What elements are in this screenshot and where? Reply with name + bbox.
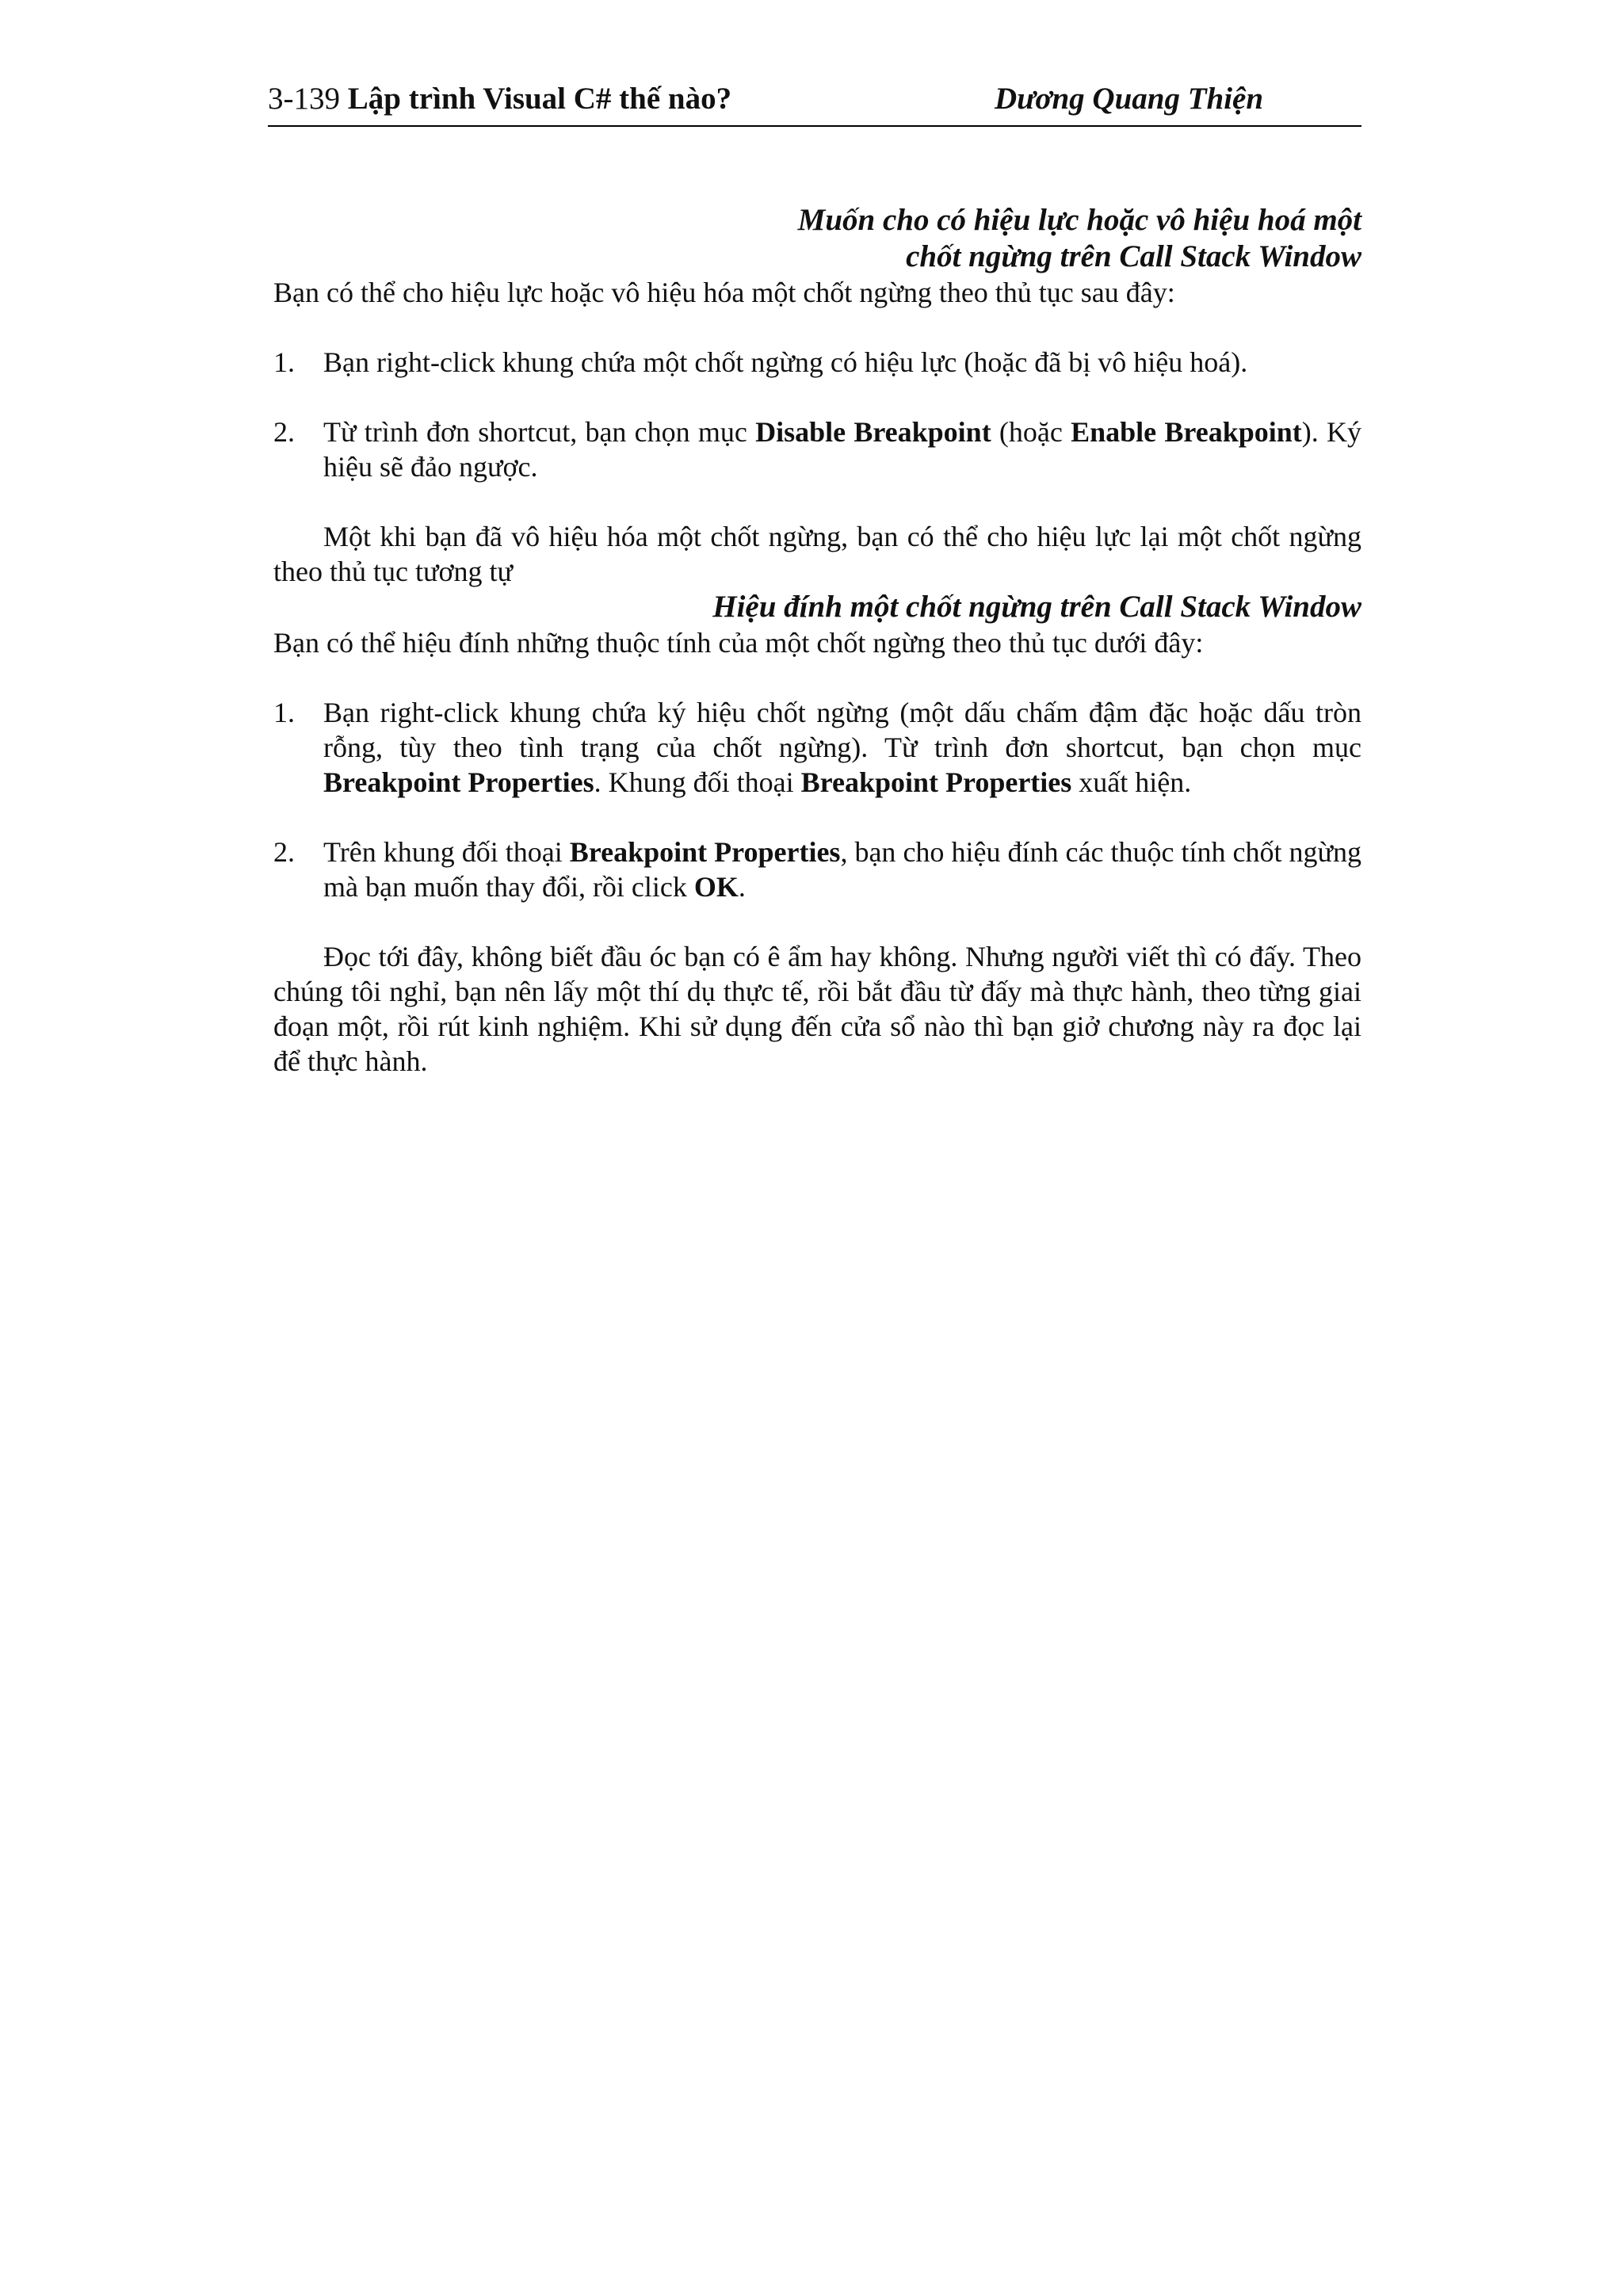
list-item xyxy=(273,835,1361,904)
button-name: OK xyxy=(693,871,739,903)
step-list xyxy=(273,345,1361,484)
step-text: Bạn right-click khung chứa ký hiệu chốt ngừng (một dấu chấm đậm đặc hoặc dấu tròn rỗng, tùy theo tình trạng của chốt ngừng). Từ trình đơn shortcut, bạn chọn mục xyxy=(323,697,1361,763)
step-text: Từ trình đơn shortcut, bạn chọn mục xyxy=(323,416,756,448)
menu-command-name: Disable Breakpoint xyxy=(755,416,991,448)
step-number: 2. xyxy=(273,416,295,448)
closing-paragraph: Một khi bạn đã vô hiệu hóa một chốt ngừng, bạn có thể cho hiệu lực lại một chốt ngừng theo thủ tục tương tự xyxy=(273,521,1361,587)
heading-line-2: chốt ngừng trên Call Stack Window xyxy=(906,239,1361,273)
dialog-name: Breakpoint Properties xyxy=(569,836,841,868)
step-number: 2. xyxy=(273,836,295,868)
dialog-name: Breakpoint Properties xyxy=(323,766,594,798)
page-header xyxy=(268,78,1361,127)
step-number: 1. xyxy=(273,697,295,728)
step-list xyxy=(273,695,1361,904)
section-intro: Bạn có thể cho hiệu lực hoặc vô hiệu hóa một chốt ngừng theo thủ tục sau đây: xyxy=(273,277,1175,308)
author-name: Dương Quang Thiện xyxy=(995,82,1264,116)
heading-line: Hiệu đính một chốt ngừng trên Call Stack Window xyxy=(712,590,1361,624)
section-heading xyxy=(273,202,1361,275)
list-item xyxy=(273,345,1361,380)
page-content xyxy=(273,202,1361,1079)
closing-paragraph: Đọc tới đây, không biết đầu óc bạn có ê ẩm hay không. Nhưng người viết thì có đấy. Theo chúng tôi nghỉ, bạn nên lấy một thí dụ thực tế, rồi bắt đầu từ đấy mà thực hành, theo từng giai đoạn một, rồi rút kinh nghiệm. Khi sử dụng đến cửa sổ nào thì bạn giở chương này ra đọc lại để thực hành. xyxy=(273,941,1361,1077)
step-text: . Khung đối thoại xyxy=(594,766,801,798)
list-item xyxy=(273,695,1361,800)
section-edit-breakpoint xyxy=(273,589,1361,1079)
step-number: 1. xyxy=(273,346,295,378)
heading-line-1: Muốn cho có hiệu lực hoặc vô hiệu hoá một xyxy=(797,203,1361,237)
dialog-name: Breakpoint Properties xyxy=(800,766,1072,798)
list-item xyxy=(273,415,1361,484)
section-heading xyxy=(273,589,1361,625)
step-text: Bạn right-click khung chứa một chốt ngừng có hiệu lực (hoặc đã bị vô hiệu hoá). xyxy=(323,346,1248,378)
step-text: ). Ký hiệu sẽ đảo ngược. xyxy=(323,416,1361,483)
page-number: 3-139 xyxy=(268,82,340,116)
section-enable-disable-breakpoint xyxy=(273,202,1361,589)
menu-command-name: Enable Breakpoint xyxy=(1071,416,1302,448)
step-text: . xyxy=(738,871,746,903)
step-text: xuất hiện. xyxy=(1071,766,1192,798)
book-title: Lập trình Visual C# thế nào? xyxy=(347,82,732,116)
step-text: , bạn cho hiệu đính các thuộc tính chốt ngừng mà bạn muốn thay đổi, rồi click xyxy=(323,836,1361,903)
section-intro: Bạn có thể hiệu đính những thuộc tính của một chốt ngừng theo thủ tục dưới đây: xyxy=(273,627,1204,659)
step-text: Trên khung đối thoại xyxy=(323,836,570,868)
step-text: (hoặc xyxy=(991,416,1071,448)
